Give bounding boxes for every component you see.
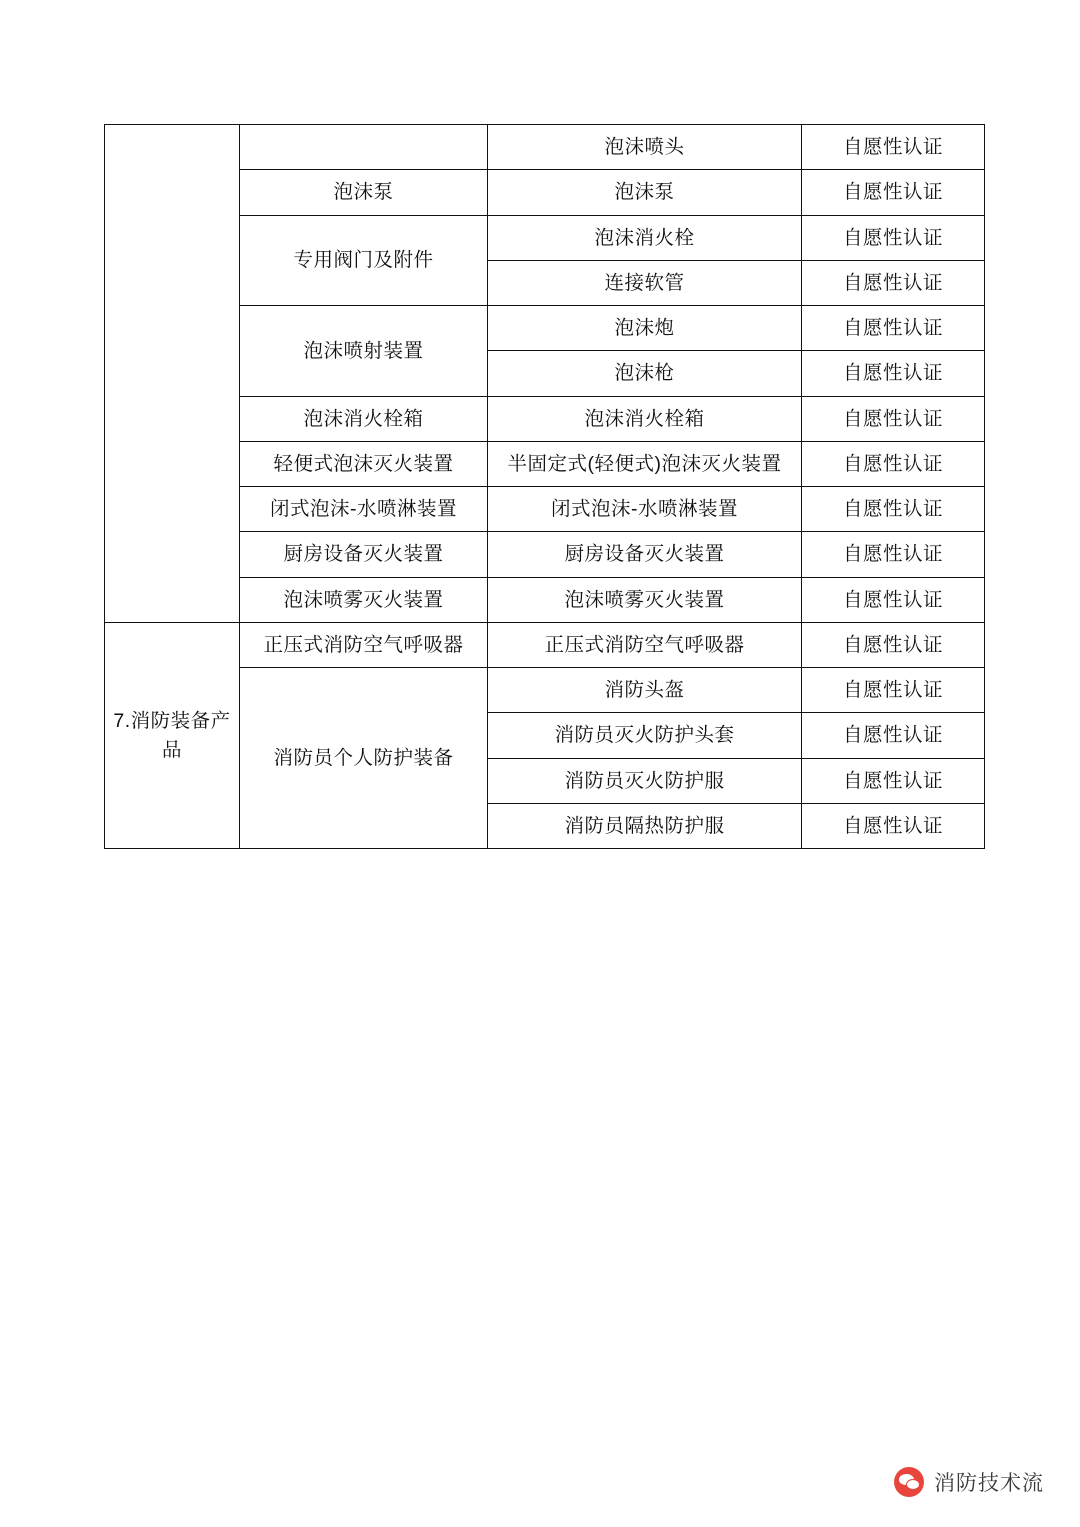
cell-product: 闭式泡沫-水喷淋装置 [488,487,802,532]
cell-product: 泡沫喷雾灭火装置 [488,577,802,622]
cell-product: 消防员灭火防护服 [488,758,802,803]
cell-product: 泡沫枪 [488,351,802,396]
cell-product: 厨房设备灭火装置 [488,532,802,577]
cell-certification: 自愿性认证 [802,396,985,441]
cell-certification: 自愿性认证 [802,713,985,758]
cell-certification: 自愿性认证 [802,351,985,396]
cell-subcategory: 泡沫泵 [240,170,488,215]
table-body [105,125,985,849]
cell-subcategory: 泡沫喷射装置 [240,306,488,397]
cell-subcategory: 闭式泡沫-水喷淋装置 [240,487,488,532]
cell-certification: 自愿性认证 [802,758,985,803]
cell-product: 连接软管 [488,260,802,305]
cell-subcategory [240,125,488,170]
cell-product: 消防员隔热防护服 [488,803,802,848]
cell-subcategory: 专用阀门及附件 [240,215,488,306]
cell-certification: 自愿性认证 [802,306,985,351]
cell-certification: 自愿性认证 [802,215,985,260]
cell-product: 泡沫消火栓 [488,215,802,260]
cell-product: 半固定式(轻便式)泡沫灭火装置 [488,441,802,486]
cell-subcategory: 轻便式泡沫灭火装置 [240,441,488,486]
cell-certification: 自愿性认证 [802,487,985,532]
cell-category: 7.消防装备产品 [105,622,240,848]
wechat-icon [894,1467,924,1497]
cell-certification: 自愿性认证 [802,170,985,215]
cell-certification: 自愿性认证 [802,668,985,713]
cell-certification: 自愿性认证 [802,803,985,848]
certification-table-container [104,124,984,849]
cell-certification: 自愿性认证 [802,622,985,667]
cell-subcategory: 厨房设备灭火装置 [240,532,488,577]
wechat-account-badge [894,1467,1044,1497]
cell-certification: 自愿性认证 [802,577,985,622]
cell-product: 正压式消防空气呼吸器 [488,622,802,667]
cell-product: 泡沫喷头 [488,125,802,170]
cell-subcategory: 泡沫消火栓箱 [240,396,488,441]
certification-table [104,124,985,849]
cell-product: 泡沫消火栓箱 [488,396,802,441]
cell-certification: 自愿性认证 [802,532,985,577]
cell-subcategory: 泡沫喷雾灭火装置 [240,577,488,622]
wechat-account-name: 消防技术流 [934,1472,1044,1495]
cell-subcategory: 消防员个人防护装备 [240,668,488,849]
cell-certification: 自愿性认证 [802,441,985,486]
table-row [105,125,985,170]
cell-product: 消防头盔 [488,668,802,713]
cell-product: 泡沫泵 [488,170,802,215]
cell-certification: 自愿性认证 [802,125,985,170]
cell-subcategory: 正压式消防空气呼吸器 [240,622,488,667]
cell-product: 消防员灭火防护头套 [488,713,802,758]
cell-certification: 自愿性认证 [802,260,985,305]
table-row [105,622,985,667]
cell-category [105,125,240,623]
cell-product: 泡沫炮 [488,306,802,351]
